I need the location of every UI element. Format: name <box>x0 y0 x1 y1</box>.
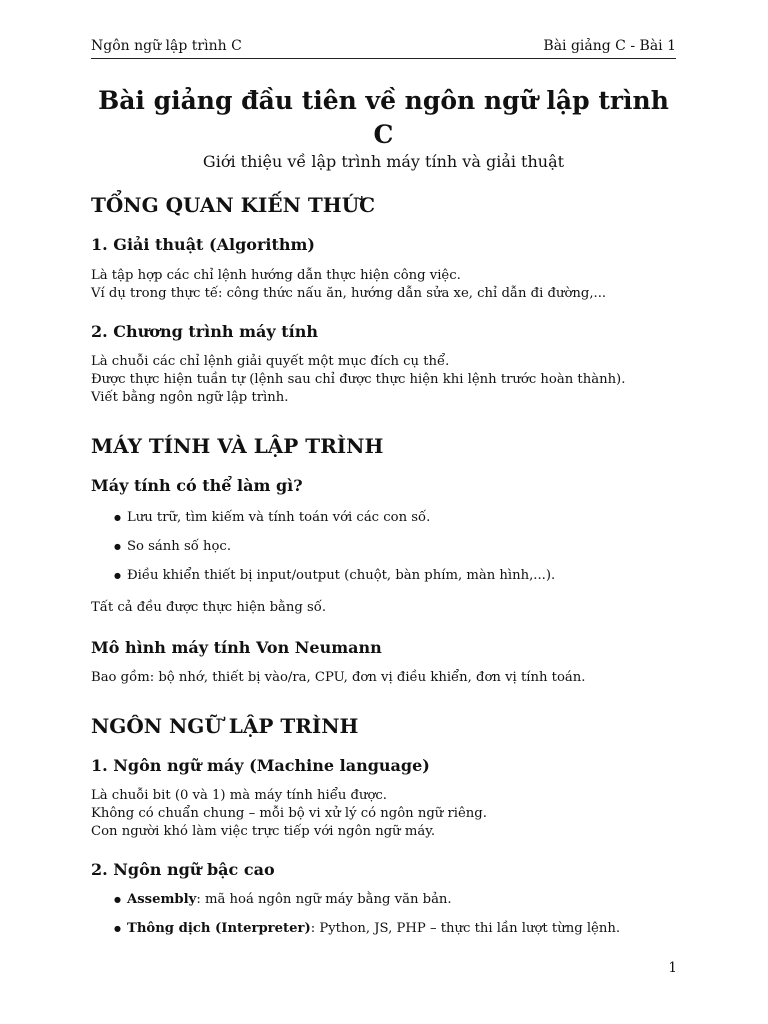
page-number: 1 <box>668 960 677 976</box>
capabilities-list <box>91 509 676 585</box>
running-header <box>91 38 676 59</box>
paragraph-line: Bao gồm: bộ nhớ, thiết bị vào/ra, CPU, đơn vị điều khiển, đơn vị tính toán. <box>91 670 586 685</box>
subheading-program: 2. Chương trình máy tính <box>91 322 318 341</box>
header-right: Bài giảng C - Bài 1 <box>543 38 676 54</box>
section-heading-computers: MÁY TÍNH VÀ LẬP TRÌNH <box>91 434 384 458</box>
section-heading-languages: NGÔN NGỮ LẬP TRÌNH <box>91 714 359 738</box>
paragraph-line: Là chuỗi bit (0 và 1) mà máy tính hiểu được. <box>91 788 387 803</box>
document-body <box>91 84 676 938</box>
paragraph-algorithm <box>91 267 676 303</box>
term-description: : Python, JS, PHP – thực thi lần lượt từng lệnh. <box>310 921 621 936</box>
paragraph-line: Con người khó làm việc trực tiếp với ngôn ngữ máy. <box>91 824 436 839</box>
subheading-algorithm: 1. Giải thuật (Algorithm) <box>91 235 315 254</box>
list-item: ● So sánh số học. <box>127 538 676 556</box>
subheading-von-neumann: Mô hình máy tính Von Neumann <box>91 638 382 657</box>
paragraph-machine-language <box>91 787 676 841</box>
paragraph-von-neumann <box>91 669 676 687</box>
high-level-list <box>91 891 676 938</box>
header-left: Ngôn ngữ lập trình C <box>91 38 242 54</box>
term: Thông dịch (Interpreter) <box>127 921 311 936</box>
list-item <box>127 920 676 938</box>
document-title: Bài giảng đầu tiên về ngôn ngữ lập trình C <box>98 86 669 149</box>
list-item <box>127 891 676 909</box>
document-subtitle: Giới thiệu về lập trình máy tính và giải thuật <box>202 152 565 171</box>
subheading-high-level: 2. Ngôn ngữ bậc cao <box>91 860 275 879</box>
paragraph-capabilities-note <box>91 599 676 617</box>
term: Assembly <box>127 892 197 907</box>
paragraph-line: Tất cả đều được thực hiện bằng số. <box>91 600 327 615</box>
paragraph-program <box>91 353 676 407</box>
subheading-machine-language: 1. Ngôn ngữ máy (Machine language) <box>91 756 430 775</box>
term-description: : mã hoá ngôn ngữ máy bằng văn bản. <box>196 892 452 907</box>
paragraph-line: Ví dụ trong thực tế: công thức nấu ăn, hướng dẫn sửa xe, chỉ dẫn đi đường,... <box>91 286 607 301</box>
list-item: ● Điều khiển thiết bị input/output (chuột, bàn phím, màn hình,...). <box>127 567 676 585</box>
section-heading-overview: TỔNG QUAN KIẾN THỨC <box>91 193 376 217</box>
paragraph-line: Viết bằng ngôn ngữ lập trình. <box>91 390 289 405</box>
paragraph-line: Không có chuẩn chung – mỗi bộ vi xử lý có ngôn ngữ riêng. <box>91 806 487 821</box>
paragraph-line: Được thực hiện tuần tự (lệnh sau chỉ được thực hiện khi lệnh trước hoàn thành). <box>91 372 626 387</box>
subheading-capabilities: Máy tính có thể làm gì? <box>91 476 303 495</box>
list-item: ● Lưu trữ, tìm kiếm và tính toán với các con số. <box>127 509 676 527</box>
paragraph-line: Là chuỗi các chỉ lệnh giải quyết một mục đích cụ thể. <box>91 354 450 369</box>
paragraph-line: Là tập hợp các chỉ lệnh hướng dẫn thực hiện công việc. <box>91 268 461 283</box>
